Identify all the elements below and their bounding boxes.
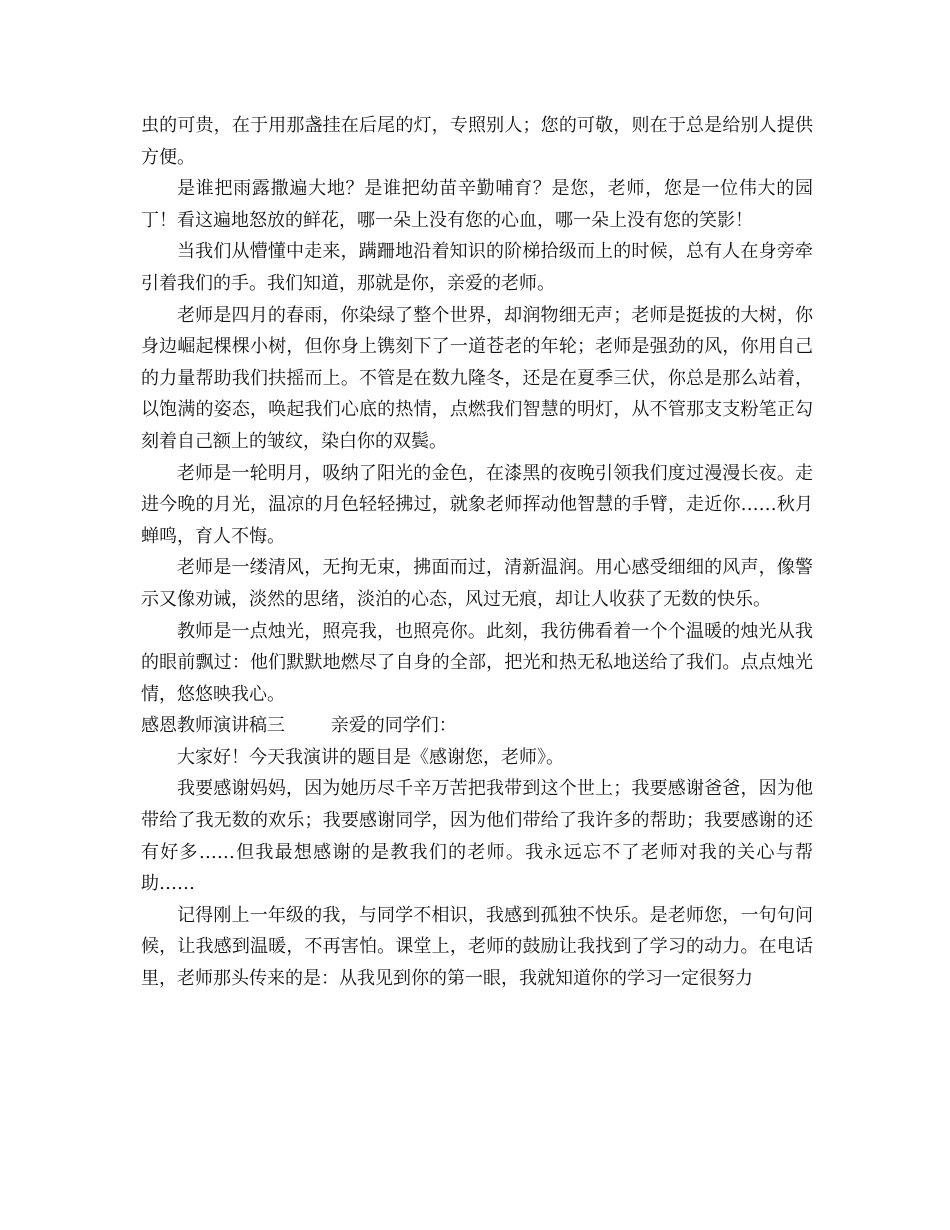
paragraph-bright-moon: 老师是一轮明月，吸纳了阳光的金色，在漆黑的夜晚引领我们度过漫漫长夜。走进今晚的月光，温凉的月色轻轻拂过，就象老师挥动他智慧的手臂，走近你……秋月蝉鸣，育人不悔。 <box>141 462 813 547</box>
paragraph-gardener: 是谁把雨露撒遍大地？是谁把幼苗辛勤哺育？是您，老师，您是一位伟大的园丁！看这遍地怒放的鲜花，哪一朵上没有您的心血，哪一朵上没有您的笑影！ <box>141 178 813 231</box>
paragraph-firefly: 虫的可贵，在于用那盏挂在后尾的灯，专照别人；您的可敬，则在于总是给别人提供方便。 <box>141 115 813 168</box>
section-heading: 感恩教师演讲稿三 亲爱的同学们： <box>141 715 457 737</box>
paragraph-first-grade: 记得刚上一年级的我，与同学不相识，我感到孤独不快乐。是老师您，一句句问候，让我感到温暖，不再害怕。课堂上，老师的鼓励让我找到了学习的动力。在电话里，老师那头传来的是：从我见到你的第一眼，我就知道你的学习一定很努力 <box>141 904 813 990</box>
paragraph-spring-rain: 老师是四月的春雨，你染绿了整个世界，却润物细无声；老师是挺拔的大树，你身边崛起棵棵小树，但你身上镌刻下了一道苍老的年轮；老师是强劲的风，你用自己的力量帮助我们扶摇而上。不管是在数九隆冬，还是在夏季三伏，你总是那么站着，以饱满的姿态，唤起我们心底的热情，点燃我们智慧的明灯，从不管那支支粉笔正勾刻着自己额上的皱纹，染白你的双鬓。 <box>141 304 813 452</box>
paragraph-candlelight: 教师是一点烛光，照亮我，也照亮你。此刻，我彷佛看着一个个温暖的烛光从我的眼前飘过：他们默默地燃尽了自身的全部，把光和热无私地送给了我们。点点烛光情，悠悠映我心。 <box>141 620 813 705</box>
paragraph-breeze: 老师是一缕清风，无拘无束，拂面而过，清新温润。用心感受细细的风声，像警示又像劝诫，淡然的思绪，淡泊的心态，风过无痕，却让人收获了无数的快乐。 <box>141 557 813 610</box>
paragraph-greeting: 大家好！今天我演讲的题目是《感谢您，老师》。 <box>177 746 564 768</box>
document-body <box>141 110 813 995</box>
paragraph-thanks: 我要感谢妈妈，因为她历尽千辛万苦把我带到这个世上；我要感谢爸爸，因为他带给了我无数的欢乐；我要感谢同学，因为他们带给了我许多的帮助；我要感谢的还有好多……但我最想感谢的是教我们的老师。我永远忘不了老师对我的关心与帮助…… <box>141 778 813 895</box>
paragraph-guiding-hand: 当我们从懵懂中走来，蹒跚地沿着知识的阶梯拾级而上的时候，总有人在身旁牵引着我们的手。我们知道，那就是你，亲爱的老师。 <box>141 241 813 294</box>
